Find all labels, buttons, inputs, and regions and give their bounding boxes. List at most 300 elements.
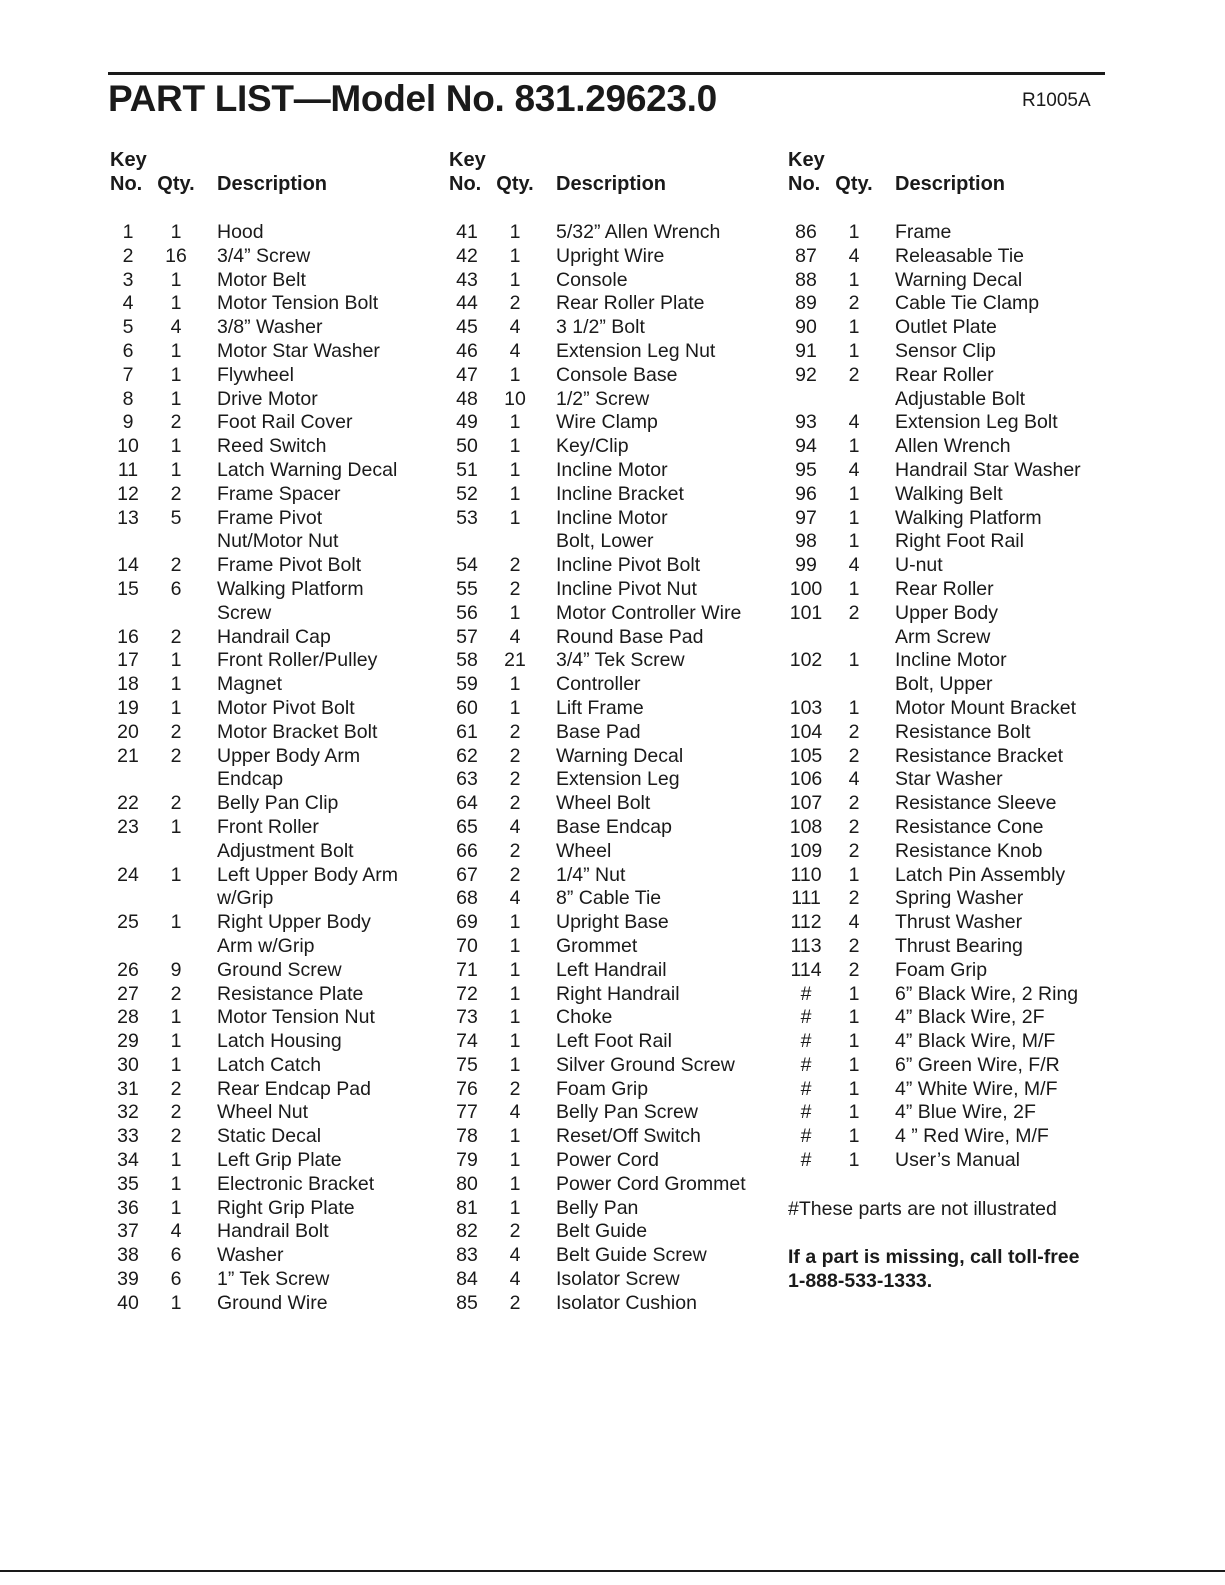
part-key-no: 94	[795, 435, 817, 458]
part-key-no: 70	[456, 934, 478, 957]
part-row	[110, 1030, 440, 1054]
part-description: Extension Leg Nut	[556, 339, 716, 362]
part-row	[449, 316, 779, 340]
top-rule	[108, 72, 1105, 75]
part-key-no: 22	[117, 792, 139, 815]
part-description: Allen Wrench	[895, 435, 1011, 458]
part-description: U-nut	[895, 554, 943, 577]
part-qty: 1	[509, 958, 521, 981]
part-row	[110, 507, 440, 555]
part-key-no: #	[800, 1077, 812, 1100]
part-qty: 1	[509, 1125, 521, 1148]
part-row	[449, 1054, 779, 1078]
part-row	[449, 911, 779, 935]
part-row	[788, 959, 1118, 983]
part-key-no: 59	[456, 673, 478, 696]
part-key-no: 80	[456, 1172, 478, 1195]
part-key-no: 35	[117, 1172, 139, 1195]
part-row	[449, 1078, 779, 1102]
part-key-no: 48	[456, 387, 478, 410]
part-qty: 1	[848, 530, 860, 553]
part-qty: 1	[509, 221, 521, 243]
part-row	[788, 768, 1118, 792]
part-row	[449, 483, 779, 507]
part-key-no: 13	[117, 506, 139, 529]
part-row	[449, 554, 779, 578]
part-description: Right Foot Rail	[895, 530, 1024, 553]
part-key-no: 109	[789, 839, 823, 862]
part-qty: 4	[509, 316, 521, 339]
part-key-no: 89	[795, 292, 817, 315]
part-qty: 1	[170, 458, 182, 481]
part-description: Belly Pan	[556, 1196, 639, 1219]
part-row	[788, 1125, 1118, 1149]
part-qty: 4	[509, 339, 521, 362]
part-qty: 1	[509, 482, 521, 505]
part-description: 3 1/2” Bolt	[556, 316, 645, 339]
part-key-no: 18	[117, 673, 139, 696]
part-description: Resistance Cone	[895, 815, 1044, 838]
part-qty: 4	[848, 411, 860, 434]
part-row	[449, 1149, 779, 1173]
part-key-no: 108	[789, 815, 823, 838]
part-qty: 1	[170, 387, 182, 410]
part-row	[110, 364, 440, 388]
part-key-no: 52	[456, 482, 478, 505]
part-key-no: 99	[795, 554, 817, 577]
part-row	[449, 745, 779, 769]
part-key-no: 105	[789, 744, 823, 767]
part-description: Power Cord	[556, 1149, 659, 1172]
part-key-no: #	[800, 1006, 812, 1029]
part-key-no: 101	[789, 601, 823, 624]
part-description: Latch Housing	[217, 1030, 342, 1053]
part-qty: 2	[848, 934, 860, 957]
part-qty: 2	[170, 1125, 182, 1148]
part-qty: 2	[509, 554, 521, 577]
part-description: 4” White Wire, M/F	[895, 1077, 1058, 1100]
part-description: Front Roller Adjustment Bolt	[217, 815, 354, 862]
part-row	[449, 983, 779, 1007]
part-key-no: 10	[117, 435, 139, 458]
part-row	[110, 435, 440, 459]
part-description: Resistance Bracket	[895, 744, 1063, 767]
part-qty: 2	[509, 1077, 521, 1100]
header-description: Description	[895, 173, 1006, 195]
part-key-no: 27	[117, 982, 139, 1005]
part-row	[788, 411, 1118, 435]
part-row	[449, 1006, 779, 1030]
part-key-no: 85	[456, 1291, 478, 1314]
part-qty: 4	[848, 554, 860, 577]
part-row	[110, 816, 440, 864]
part-key-no: 23	[117, 815, 139, 838]
part-description: Motor Bracket Bolt	[217, 720, 378, 743]
part-row	[788, 221, 1118, 245]
part-qty: 1	[848, 863, 860, 886]
part-key-no: 113	[790, 934, 822, 957]
part-key-no: #	[800, 1149, 812, 1172]
part-key-no: 81	[456, 1196, 478, 1219]
part-row	[449, 340, 779, 364]
part-row	[110, 983, 440, 1007]
part-qty: 16	[165, 244, 187, 267]
part-row	[110, 411, 440, 435]
header-description: Description	[556, 173, 667, 195]
part-row	[449, 245, 779, 269]
part-row	[449, 1292, 779, 1316]
part-qty: 10	[504, 387, 526, 410]
part-description: Rear Roller Adjustable Bolt	[895, 363, 1026, 410]
part-key-no: 39	[117, 1268, 139, 1291]
part-description: Upright Wire	[556, 244, 665, 267]
part-qty: 6	[170, 1268, 182, 1291]
part-rows	[788, 221, 1118, 1173]
part-row	[110, 1244, 440, 1268]
part-key-no: 54	[456, 554, 478, 577]
part-key-no: #	[800, 1101, 812, 1124]
part-key-no: 90	[795, 316, 817, 339]
part-row	[449, 649, 779, 673]
part-key-no: 65	[456, 815, 478, 838]
part-key-no: 64	[456, 792, 478, 815]
part-description: Key/Clip	[556, 435, 629, 458]
part-key-no: 104	[789, 720, 823, 743]
part-key-no: 68	[456, 887, 478, 910]
part-key-no: 93	[795, 411, 817, 434]
part-description: Front Roller/Pulley	[217, 649, 378, 672]
part-description: Incline Motor Bolt, Upper	[895, 649, 1007, 696]
part-qty: 2	[509, 839, 521, 862]
part-description: Rear Roller Plate	[556, 292, 705, 315]
part-key-no: 6	[122, 339, 134, 362]
part-row	[110, 1197, 440, 1221]
part-qty: 1	[170, 863, 182, 886]
part-key-no: 110	[790, 863, 822, 886]
part-row	[449, 269, 779, 293]
part-key-no: 42	[456, 244, 478, 267]
part-key-no: 49	[456, 411, 478, 434]
part-qty: 1	[848, 482, 860, 505]
part-row	[788, 1078, 1118, 1102]
part-description: Base Pad	[556, 720, 641, 743]
part-description: Motor Pivot Bolt	[217, 696, 355, 719]
part-qty: 2	[848, 363, 860, 386]
part-key-no: 38	[117, 1244, 139, 1267]
part-qty: 1	[170, 696, 182, 719]
part-key-no: 73	[456, 1006, 478, 1029]
part-key-no: #	[800, 1125, 812, 1148]
part-qty: 2	[509, 292, 521, 315]
header-key: Key	[788, 149, 825, 171]
part-key-no: 51	[456, 458, 478, 481]
part-qty: 2	[848, 815, 860, 838]
part-row	[449, 1173, 779, 1197]
part-key-no: 14	[117, 554, 139, 577]
part-row	[788, 1149, 1118, 1173]
part-row	[110, 1149, 440, 1173]
part-row	[110, 626, 440, 650]
part-row	[449, 1220, 779, 1244]
part-key-no: 66	[456, 839, 478, 862]
part-qty: 1	[509, 435, 521, 458]
part-qty: 6	[170, 1244, 182, 1267]
part-row	[110, 292, 440, 316]
part-description: 4” Black Wire, M/F	[895, 1030, 1056, 1053]
part-description: Spring Washer	[895, 887, 1024, 910]
part-qty: 2	[170, 1101, 182, 1124]
part-description: Rear Roller	[895, 577, 994, 600]
part-description: Upper Body Arm Endcap	[217, 744, 361, 791]
part-description: Left Foot Rail	[556, 1030, 672, 1053]
part-description: Latch Pin Assembly	[895, 863, 1066, 886]
part-key-no: 74	[456, 1030, 478, 1053]
part-qty: 1	[509, 601, 521, 624]
part-qty: 1	[170, 649, 182, 672]
part-row	[788, 911, 1118, 935]
part-qty: 1	[509, 363, 521, 386]
part-qty: 4	[848, 768, 860, 791]
part-qty: 1	[509, 268, 521, 291]
header-qty: Qty.	[157, 173, 195, 195]
part-qty: 1	[848, 982, 860, 1005]
part-qty: 1	[509, 1030, 521, 1053]
part-qty: 2	[170, 1077, 182, 1100]
part-description: Isolator Screw	[556, 1268, 680, 1291]
part-key-no: 46	[456, 339, 478, 362]
part-description: Reed Switch	[217, 435, 327, 458]
part-row	[110, 1268, 440, 1292]
part-description: 5/32” Allen Wrench	[556, 221, 721, 243]
part-key-no: 15	[117, 577, 139, 600]
part-qty: 1	[509, 911, 521, 934]
part-description: Drive Motor	[217, 387, 318, 410]
part-description: Static Decal	[217, 1125, 322, 1148]
part-row	[788, 983, 1118, 1007]
part-key-no: #	[800, 982, 812, 1005]
part-description: Star Washer	[895, 768, 1003, 791]
part-key-no: 63	[456, 768, 478, 791]
part-qty: 1	[848, 316, 860, 339]
part-key-no: 5	[122, 316, 134, 339]
part-description: Belly Pan Clip	[217, 792, 339, 815]
part-key-no: 12	[117, 482, 139, 505]
part-row	[788, 316, 1118, 340]
part-key-no: 2	[122, 244, 134, 267]
part-qty: 1	[170, 292, 182, 315]
part-qty: 1	[509, 244, 521, 267]
part-key-no: 32	[117, 1101, 139, 1124]
part-key-no: 44	[456, 292, 478, 315]
part-key-no: 79	[456, 1149, 478, 1172]
part-qty: 1	[170, 673, 182, 696]
page-title: PART LIST—Model No. 831.29623.0	[108, 78, 717, 119]
part-qty: 2	[848, 887, 860, 910]
part-key-no: 61	[456, 720, 478, 743]
part-qty: 2	[509, 577, 521, 600]
part-qty: 2	[509, 1291, 521, 1314]
part-key-no: 100	[789, 577, 823, 600]
part-qty: 1	[170, 1291, 182, 1314]
part-qty: 1	[170, 221, 182, 243]
part-description: 1/4” Nut	[556, 863, 626, 886]
part-description: Foam Grip	[556, 1077, 649, 1100]
part-key-no: 20	[117, 720, 139, 743]
part-qty: 2	[170, 482, 182, 505]
part-key-no: 28	[117, 1006, 139, 1029]
part-description: Resistance Sleeve	[895, 792, 1057, 815]
part-qty: 2	[170, 792, 182, 815]
header-row	[110, 172, 440, 196]
part-key-no: 82	[456, 1220, 478, 1243]
part-description: Incline Motor Bolt, Lower	[556, 506, 668, 553]
part-row	[788, 935, 1118, 959]
part-qty: 2	[848, 792, 860, 815]
part-description: Belt Guide	[556, 1220, 648, 1243]
part-row	[110, 388, 440, 412]
part-row	[449, 626, 779, 650]
part-key-no: 78	[456, 1125, 478, 1148]
part-row	[449, 768, 779, 792]
part-row	[788, 864, 1118, 888]
part-qty: 1	[509, 982, 521, 1005]
part-row	[110, 697, 440, 721]
part-description: Thrust Washer	[895, 911, 1023, 934]
part-description: 4” Black Wire, 2F	[895, 1006, 1045, 1029]
part-column-1	[110, 148, 440, 1316]
part-row	[110, 1125, 440, 1149]
document-code: R1005A	[1022, 90, 1091, 111]
part-qty: 1	[848, 1125, 860, 1148]
part-row	[788, 697, 1118, 721]
part-row	[449, 721, 779, 745]
part-qty: 1	[848, 221, 860, 243]
part-row	[449, 887, 779, 911]
part-qty: 5	[170, 506, 182, 529]
part-description: Thrust Bearing	[895, 934, 1023, 957]
header-no: No.	[449, 173, 482, 195]
part-qty: 4	[509, 887, 521, 910]
part-qty: 1	[170, 339, 182, 362]
part-description: Left Grip Plate	[217, 1149, 342, 1172]
part-key-no: 21	[117, 744, 139, 767]
part-row	[449, 959, 779, 983]
part-qty: 1	[848, 1030, 860, 1053]
part-qty: 2	[509, 720, 521, 743]
part-row	[788, 483, 1118, 507]
part-qty: 4	[848, 458, 860, 481]
part-description: Wheel Bolt	[556, 792, 651, 815]
part-key-no: 30	[117, 1053, 139, 1076]
part-qty: 1	[170, 815, 182, 838]
part-key-no: 16	[117, 625, 139, 648]
part-row	[110, 554, 440, 578]
part-qty: 1	[848, 339, 860, 362]
part-qty: 1	[848, 506, 860, 529]
part-description: Rear Endcap Pad	[217, 1077, 371, 1100]
part-description: Foam Grip	[895, 958, 988, 981]
part-rows	[449, 221, 779, 1316]
part-qty: 2	[170, 554, 182, 577]
part-qty: 1	[170, 1149, 182, 1172]
part-qty: 2	[170, 982, 182, 1005]
part-qty: 1	[170, 1053, 182, 1076]
part-row	[788, 245, 1118, 269]
part-key-no: 97	[795, 506, 817, 529]
part-key-no: 43	[456, 268, 478, 291]
part-row	[788, 649, 1118, 697]
part-qty: 2	[848, 720, 860, 743]
part-row	[788, 554, 1118, 578]
part-row	[449, 1244, 779, 1268]
part-row	[110, 1173, 440, 1197]
part-qty: 2	[848, 839, 860, 862]
part-description: Console Base	[556, 363, 678, 386]
part-row	[788, 816, 1118, 840]
part-description: 6” Green Wire, F/R	[895, 1053, 1060, 1076]
part-key-no: 56	[456, 601, 478, 624]
part-description: Incline Pivot Nut	[556, 577, 697, 600]
part-description: Extension Leg Bolt	[895, 411, 1058, 434]
part-row	[449, 1197, 779, 1221]
part-row	[788, 1030, 1118, 1054]
part-row	[449, 1101, 779, 1125]
part-qty: 21	[504, 649, 526, 672]
part-row	[110, 959, 440, 983]
part-qty: 1	[509, 696, 521, 719]
part-description: Incline Motor	[556, 458, 668, 481]
part-key-no: 57	[456, 625, 478, 648]
part-key-no: 55	[456, 577, 478, 600]
part-row	[449, 935, 779, 959]
part-key-no: 86	[795, 221, 817, 243]
part-description: Right Handrail	[556, 982, 680, 1005]
part-qty: 9	[170, 958, 182, 981]
part-description: Left Handrail	[556, 958, 667, 981]
part-qty: 1	[170, 435, 182, 458]
part-key-no: 8	[122, 387, 134, 410]
part-qty: 4	[509, 1101, 521, 1124]
part-row	[449, 816, 779, 840]
part-description: Outlet Plate	[895, 316, 997, 339]
part-row	[110, 864, 440, 912]
part-row	[449, 602, 779, 626]
part-qty: 1	[170, 1196, 182, 1219]
part-qty: 2	[509, 863, 521, 886]
part-qty: 4	[509, 1244, 521, 1267]
part-row	[110, 269, 440, 293]
part-row	[788, 792, 1118, 816]
part-description: Frame Pivot Nut/Motor Nut	[217, 506, 339, 553]
part-key-no: 88	[795, 268, 817, 291]
part-description: Flywheel	[217, 363, 294, 386]
part-row	[110, 245, 440, 269]
part-row	[788, 530, 1118, 554]
part-key-no: 72	[456, 982, 478, 1005]
part-qty: 2	[509, 1220, 521, 1243]
part-description: Lift Frame	[556, 696, 644, 719]
part-row	[449, 221, 779, 245]
part-row	[788, 578, 1118, 602]
part-description: Frame Pivot Bolt	[217, 554, 362, 577]
part-qty: 1	[170, 1006, 182, 1029]
part-description: Motor Tension Nut	[217, 1006, 375, 1029]
part-key-no: 71	[456, 958, 478, 981]
part-key-no: 31	[117, 1077, 139, 1100]
part-description: Latch Warning Decal	[217, 458, 398, 481]
part-description: 3/8” Washer	[217, 316, 323, 339]
part-description: Hood	[217, 221, 264, 243]
